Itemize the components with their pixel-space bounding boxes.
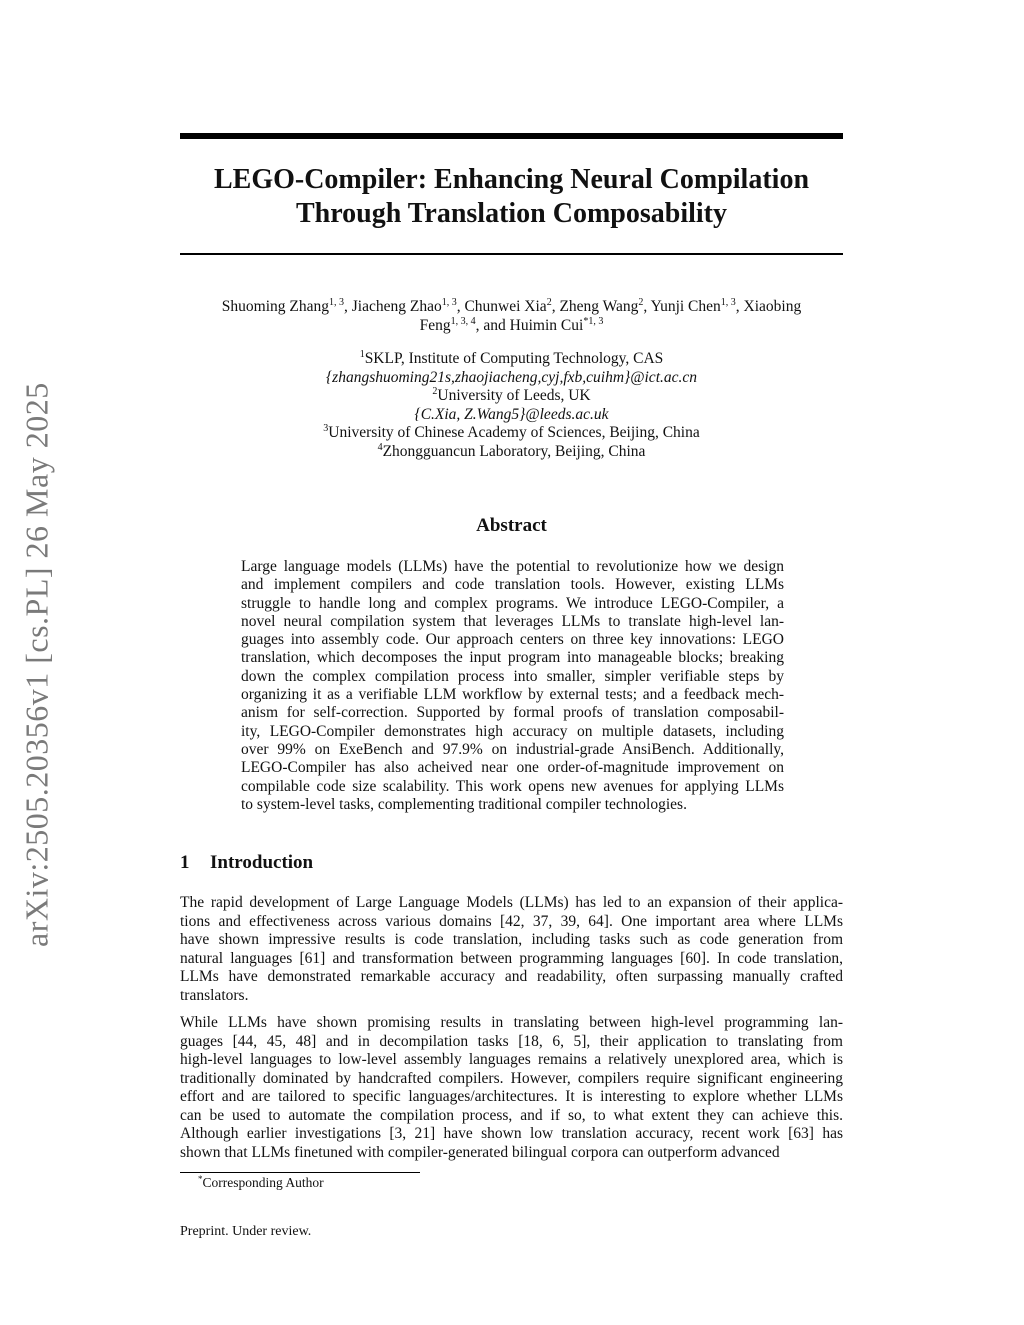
author-affil-mark: 1, 3	[720, 297, 736, 308]
abstract-line: anism for self-correction. Supported by formal proofs of translation composabil-	[241, 704, 784, 722]
affiliation-email: {zhangshuoming21s,zhaojiacheng,cyj,fxb,cuihm}@ict.ac.cn	[325, 368, 698, 386]
paper-title	[180, 163, 843, 231]
affiliation-block	[180, 350, 843, 462]
paragraph-line: Although earlier investigations [3, 21] have shown low translation accuracy, recent work [63] has	[180, 1125, 843, 1142]
title-top-rule	[180, 133, 843, 139]
paragraph-line: high-level languages to low-level assembly languages remains a relatively unexplored area, which is	[180, 1051, 843, 1068]
author-name: Zheng Wang	[559, 298, 639, 315]
arxiv-identifier: arXiv:2505.20356v1 [cs.PL] 26 May 2025	[18, 382, 55, 948]
author-list	[180, 297, 843, 335]
affiliation-mark: 3	[323, 423, 329, 435]
abstract-line: LEGO-Compiler has also acheived near one order-of-magnitude improvement on	[241, 759, 784, 777]
paragraph-line: While LLMs have shown promising results in translating between high-level programming lan-	[180, 1014, 843, 1031]
title-line: LEGO-Compiler: Enhancing Neural Compilation	[213, 164, 810, 195]
title-line: Through Translation Composability	[295, 198, 727, 229]
intro-paragraph-1	[180, 894, 843, 1005]
abstract-heading: Abstract	[476, 515, 547, 536]
abstract-line: and implement compilers and code translation tools. However, existing LLMs	[241, 576, 784, 594]
abstract-line: over 99% on ExeBench and 97.9% on industrial-grade AnsiBench. Additionally,	[241, 740, 784, 758]
intro-paragraph-2	[180, 1014, 843, 1162]
affiliation: $^1$SKLP, Institute of Computing Technology, CAS	[359, 349, 664, 367]
author-affil-mark: 1, 3	[329, 297, 344, 308]
author-affil-mark: 1, 3	[441, 297, 457, 308]
affiliation-mark: 1	[359, 349, 365, 360]
abstract-body	[241, 558, 784, 814]
affiliation: $^4$Zhongguancun Laboratory, Beijing, China	[377, 441, 646, 460]
affiliation-email: {C.Xia, Z.Wang5}@leeds.ac.uk	[414, 405, 609, 423]
footnote-mark: *	[198, 1174, 203, 1184]
paragraph-line: translators.	[180, 986, 249, 1004]
footnote-rule	[180, 1172, 420, 1173]
preprint-notice: Preprint. Under review.	[180, 1224, 312, 1239]
author-name: Chunwei Xia	[464, 298, 547, 315]
abstract-line: compilable code size scalability. This work opens new avenues for applying LLMs	[241, 777, 784, 795]
paragraph-line: The rapid development of Large Language Models (LLMs) has led to an expansion of their applica-	[180, 894, 843, 911]
author-affil-mark: *1, 3	[583, 316, 604, 327]
footnote	[198, 1175, 324, 1191]
paragraph-line: traditionally dominated by handcrafted compilers. However, compilers require significant engineering	[180, 1069, 843, 1087]
author-name: Shuoming Zhang	[221, 298, 329, 315]
affiliation: $^3$University of Chinese Academy of Sciences, Beijing, China	[323, 423, 700, 442]
author-name: and Huimin Cui	[483, 317, 584, 334]
paragraph-line: LLMs have demonstrated remarkable accuracy and readability, often surpassing manually crafted	[180, 968, 843, 985]
footnote-text: Corresponding Author	[202, 1175, 324, 1190]
title-bottom-rule	[180, 253, 843, 255]
paragraph-line: shown that LLMs finetuned with compiler-generated bilingual corpora can outperform advanced	[180, 1143, 780, 1161]
author-affil-mark: 1, 3, 4	[450, 316, 476, 327]
affiliation: $^2$University of Leeds, UK	[432, 386, 591, 405]
abstract-line: struggle to handle long and complex programs. We introduce LEGO-Compiler, a	[241, 594, 784, 612]
paragraph-line: can be used to automate the compilation process, and if so, to what extent they can achieve this.	[180, 1106, 843, 1124]
author-line: Shuoming Zhang$^{1, 3}$, Jiacheng Zhao$^{1, 3}$, Chunwei Xia$^2$, Zheng Wang$^2$, Yunji Chen$^{1, 3}$, Xiaobing	[221, 297, 802, 315]
paragraph-line: guages [44, 45, 48] and in decompilation tasks [18, 6, 5], their application to translating from	[180, 1032, 843, 1050]
abstract-line: down the complex compilation process into smaller, simpler verifiable steps by	[241, 667, 784, 685]
abstract-line: organizing it as a verifiable LLM workflow by external tests; and a feedback mech-	[241, 686, 784, 704]
paragraph-line: natural languages [61] and transformation between programming languages [60]. In code translation,	[180, 949, 843, 967]
paragraph-line: effort and are tailored to specific languages/architectures. It is interesting to explore whether LLMs	[180, 1088, 843, 1105]
paragraph-line: tions and effectiveness across various domains [42, 37, 39, 64]. One important area where LLMs	[180, 912, 843, 930]
author-affil-mark: 2	[638, 297, 644, 308]
section-heading	[180, 852, 843, 874]
affiliation-mark: 2	[432, 386, 438, 398]
author-name: Xiaobing	[743, 298, 802, 315]
abstract-line: to system-level tasks, complementing traditional compiler technologies.	[241, 795, 687, 813]
author-affil-mark: 2	[546, 297, 552, 308]
author-name: Yunji Chen	[650, 298, 721, 315]
author-name: Jiacheng Zhao	[351, 298, 442, 315]
paragraph-line: have shown impressive results is code translation, including tasks such as code generation from	[180, 931, 843, 948]
author-line: Feng$^{1, 3, 4}$, and Huimin Cui$^{*1, 3}$	[419, 316, 604, 334]
abstract-line: Large language models (LLMs) have the potential to revolutionize how we design	[241, 558, 784, 575]
author-name: Feng	[419, 317, 451, 334]
affiliation-mark: 4	[377, 441, 383, 453]
abstract-line: translation, which decomposes the input program into manageable blocks; breaking	[241, 649, 784, 667]
abstract-line: guages into assembly code. Our approach centers on three key innovations: LEGO	[241, 631, 784, 649]
abstract-line: novel neural compilation system that leverages LLMs to translate high-level lan-	[241, 612, 784, 630]
section-number: 1	[180, 852, 190, 873]
section-title: Introduction	[210, 852, 314, 873]
abstract-line: ity, LEGO-Compiler demonstrates high accuracy on multiple datasets, including	[241, 722, 784, 740]
